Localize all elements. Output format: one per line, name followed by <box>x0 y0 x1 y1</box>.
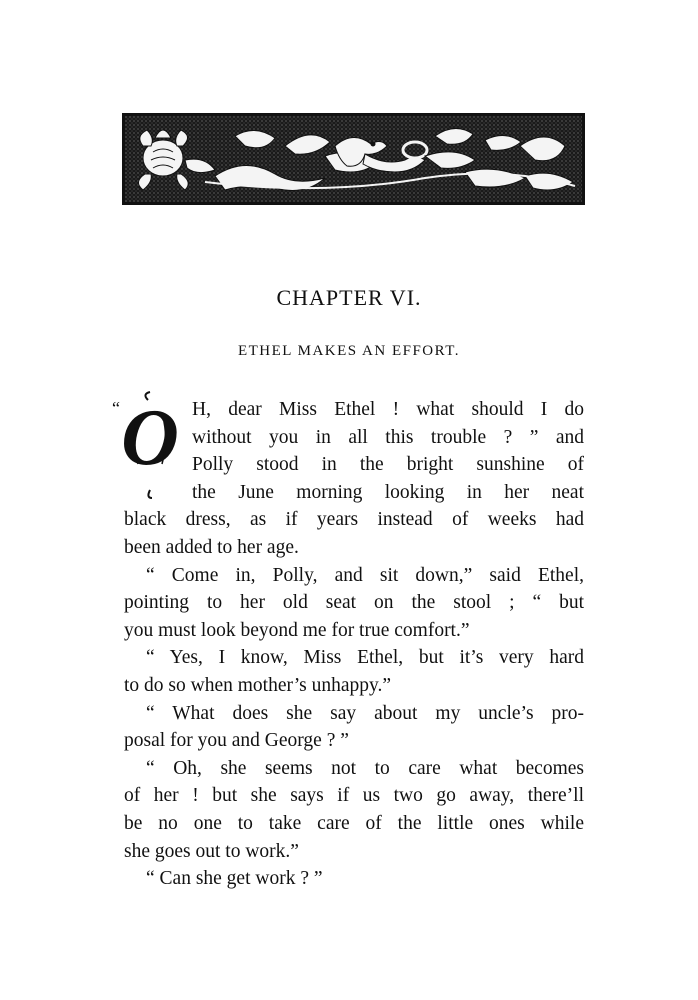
text-line: been added to her age. <box>124 536 299 558</box>
text-line: “ Yes, I know, Miss Ethel, but it’s very hard <box>146 647 584 669</box>
chapter-body-text <box>124 396 584 893</box>
dropcap-glyph: O <box>121 394 179 482</box>
text-line: black dress, as if years instead of weeks had <box>124 509 584 531</box>
text-line: H, dear Miss Ethel ! what should I do <box>192 399 584 420</box>
text-line: “ Come in, Polly, and sit down,” said Ethel, <box>146 564 584 586</box>
text-line: to do so when mother’s unhappy.” <box>124 674 392 696</box>
text-line: “ What does she say about my uncle’s pro- <box>146 702 584 724</box>
text-line: she goes out to work.” <box>124 840 299 862</box>
ornamental-headpiece <box>122 113 585 205</box>
text-line: pointing to her old seat on the stool ; “ but <box>124 592 584 614</box>
text-line: Polly stood in the bright sunshine of <box>192 454 584 476</box>
text-line: “ Oh, she seems not to care what becomes <box>146 757 584 779</box>
floral-ornament-icon <box>125 116 582 202</box>
chapter-subtitle: ETHEL MAKES AN EFFORT. <box>237 343 461 359</box>
opening-quote-mark: “ <box>112 398 120 418</box>
text-line: you must look beyond me for true comfort.” <box>124 619 470 641</box>
text-line: “ Can she get work ? ” <box>146 868 323 890</box>
text-line: posal for you and George ? ” <box>124 730 349 752</box>
text-line: without you in all this trouble ? ” and <box>192 426 584 448</box>
chapter-title: CHAPTER VI. <box>276 285 422 310</box>
text-line: be no one to take care of the little ones while <box>124 812 584 834</box>
text-line: the June morning looking in her neat <box>192 481 584 503</box>
text-line: of her ! but she says if us two go away, there’ll <box>124 785 584 807</box>
